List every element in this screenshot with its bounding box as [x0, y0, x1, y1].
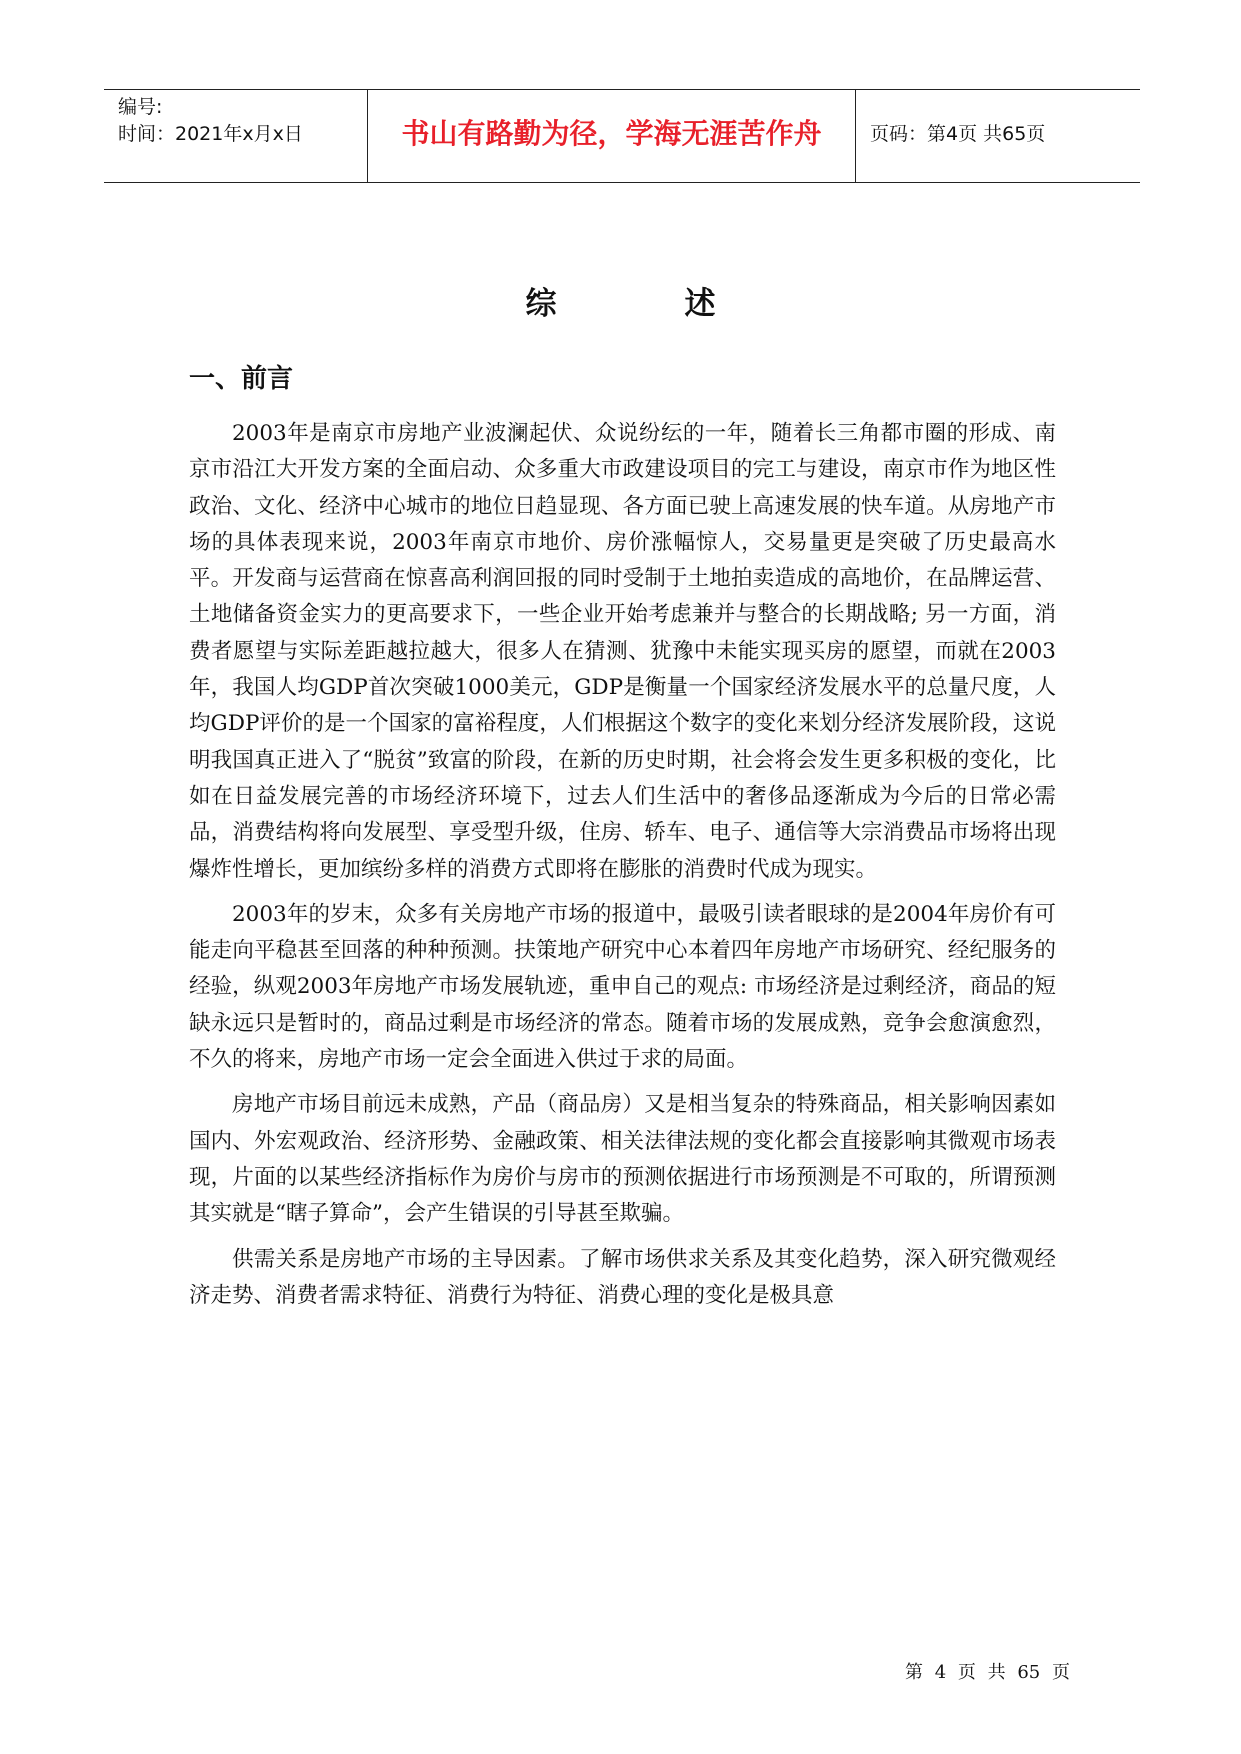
paragraph: 2003年的岁末，众多有关房地产市场的报道中，最吸引读者眼球的是2004年房价有可能走向平稳甚至回落的种种预测。扶策地产研究中心本着四年房地产市场研究、经纪服务的经验，纵观2003年房地产市场发展轨迹，重申自己的观点: 市场经济是过剩经济，商品的短缺永远只是暂时的，商品过剩是市场经济的常态。随着市场的发展成熟，竞争会愈演愈烈，不久的将来，房地产市场一定会全面进入供过于求的局面。 — [189, 901, 1056, 1073]
body-text — [189, 416, 1056, 1323]
header-motto: 书山有路勤为径，学海无涯苦作舟 — [368, 90, 856, 182]
header-page-info: 页码：第4页 共65页 — [870, 122, 1046, 145]
title-right-char: 述 — [684, 286, 716, 322]
header-meta — [104, 90, 368, 182]
document-title — [0, 278, 1241, 323]
time-label: 时间：2021年x月x日 — [118, 123, 303, 145]
paragraph: 供需关系是房地产市场的主导因素。了解市场供求关系及其变化趋势，深入研究微观经济走势、消费者需求特征、消费行为特征、消费心理的变化是极具意 — [189, 1246, 1056, 1308]
title-left-char: 综 — [525, 286, 557, 322]
paragraph: 房地产市场目前远未成熟，产品（商品房）又是相当复杂的特殊商品，相关影响因素如国内、外宏观政治、经济形势、金融政策、相关法律法规的变化都会直接影响其微观市场表现，片面的以某些经济指标作为房价与房市的预测依据进行市场预测是不可取的，所谓预测其实就是“瞎子算命”，会产生错误的引导甚至欺骗。 — [189, 1092, 1056, 1227]
page-footer: 第 4 页 共 65 页 — [905, 1662, 1070, 1683]
paragraph: 2003年是南京市房地产业波澜起伏、众说纷纭的一年，随着长三角都市圈的形成、南京市沿江大开发方案的全面启动、众多重大市政建设项目的完工与建设，南京市作为地区性政治、文化、经济中心城市的地位日趋显现、各方面已驶上高速发展的快车道。从房地产市场的具体表现来说，2003年南京市地价、房价涨幅惊人，交易量更是突破了历史最高水平。开发商与运营商在惊喜高利润回报的同时受制于土地拍卖造成的高地价，在品牌运营、土地储备资金实力的更高要求下，一些企业开始考虑兼并与整合的长期战略; 另一方面，消费者愿望与实际差距越拉越大，很多人在猜测、犹豫中未能实现买房的愿望，而就在2003年，我国人均GDP首次突破1000美元，GDP是衡量一个国家经济发展水平的总量尺度，人均GDP评价的是一个国家的富裕程度，人们根据这个数字的变化来划分经济发展阶段，这说明我国真正进入了“脱贫”致富的阶段，在新的历史时期，社会将会发生更多积极的变化，比如在日益发展完善的市场经济环境下，过去人们生活中的奢侈品逐渐成为今后的日常必需品，消费结构将向发展型、享受型升级，住房、轿车、电子、通信等大宗消费品市场将出现爆炸性增长，更加缤纷多样的消费方式即将在膨胀的消费时代成为现实。 — [189, 421, 1056, 882]
number-label: 编号: — [118, 96, 163, 118]
section-heading: 一、前言 — [189, 364, 294, 394]
header-table — [104, 89, 1140, 183]
